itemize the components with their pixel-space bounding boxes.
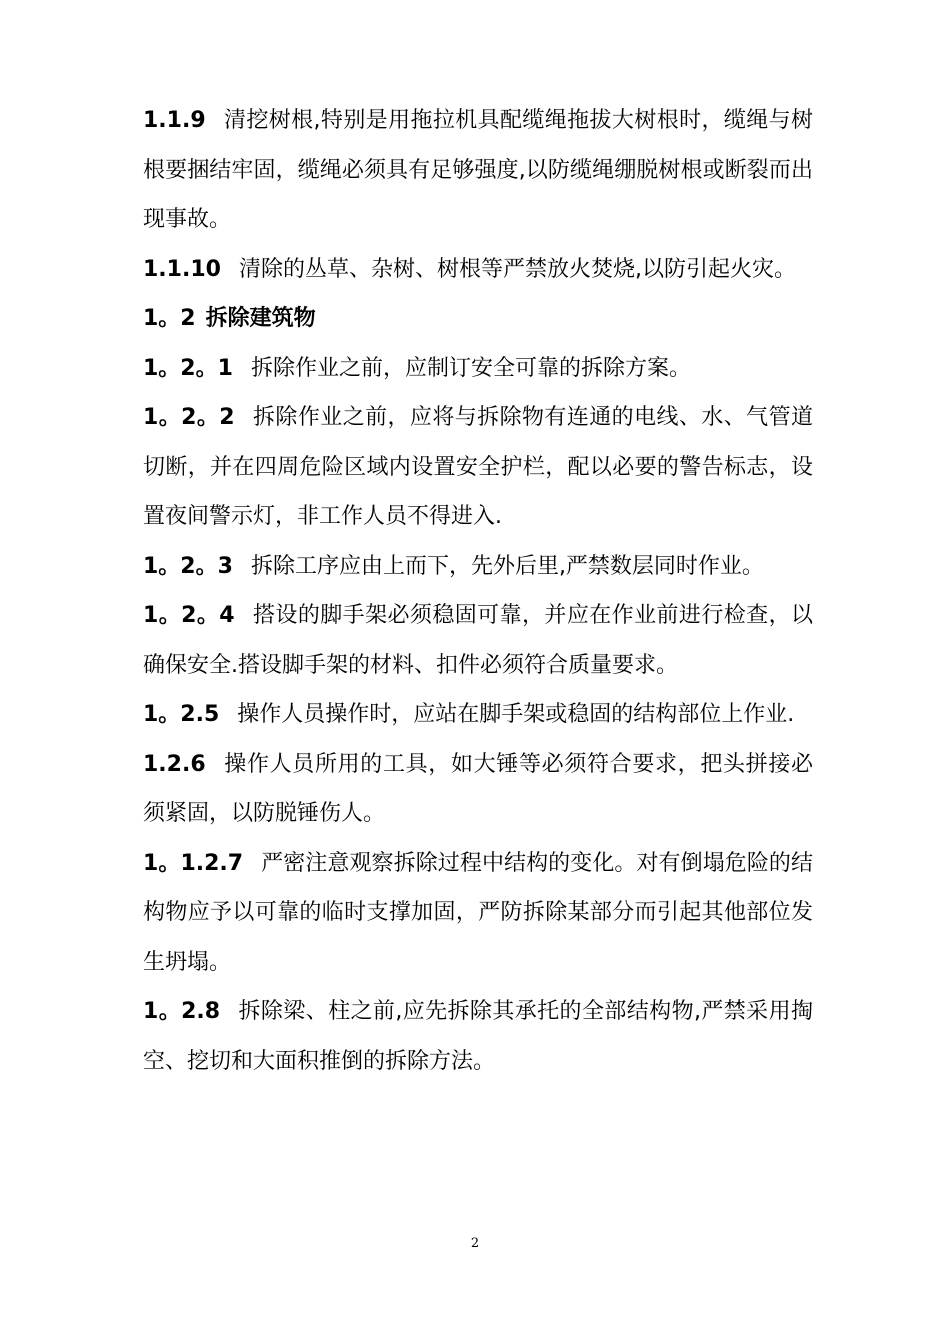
clause-number: 1.1.9 xyxy=(143,108,206,133)
clause-text: 操作人员操作时，应站在脚手架或稳固的结构部位上作业. xyxy=(237,702,795,727)
clause-number: 1。2.8 xyxy=(143,999,221,1024)
clause-number: 1。2。3 xyxy=(143,553,233,579)
clause-text: 操作人员所用的工具，如大锤等必须符合要求，把头拼接必须紧固，以防脱锤伤人。 xyxy=(143,751,813,826)
clause-number: 1。2。1 xyxy=(143,355,233,381)
clause-text: 拆除工序应由上而下，先外后里,严禁数层同时作业。 xyxy=(250,553,764,579)
section-number: 1。2 xyxy=(143,306,196,331)
paragraph-1-2-1 xyxy=(143,344,813,394)
clause-text: 严密注意观察拆除过程中结构的变化。对有倒塌危险的结构物应予以可靠的临时支撑加固，严防拆除某部分而引起其他部位发生坍塌。 xyxy=(143,850,813,975)
clause-text: 拆除梁、柱之前,应先拆除其承托的全部结构物,严禁采用掏空、挖切和大面积推倒的拆除方法。 xyxy=(143,999,813,1074)
page-number: 2 xyxy=(470,1236,480,1251)
paragraph-1-2-6 xyxy=(143,740,813,839)
clause-number: 1。2。2 xyxy=(143,405,235,430)
clause-text: 清除的丛草、杂树、树根等严禁放火焚烧,以防引起火灾。 xyxy=(238,256,796,282)
clause-number: 1。2。4 xyxy=(143,603,235,628)
paragraph-1-1-9 xyxy=(143,96,813,245)
paragraph-1-2-7 xyxy=(143,839,813,988)
paragraph-1-2-5 xyxy=(143,690,813,740)
paragraph-1-2-3 xyxy=(143,542,813,592)
section-heading xyxy=(143,294,813,344)
clause-number: 1。1.2.7 xyxy=(143,850,244,876)
section-title: 拆除建筑物 xyxy=(205,306,316,331)
clause-number: 1.1.10 xyxy=(143,256,221,282)
clause-text: 拆除作业之前，应制订安全可靠的拆除方案。 xyxy=(250,355,691,381)
paragraph-1-2-4 xyxy=(143,591,813,690)
clause-number: 1。2.5 xyxy=(143,702,220,727)
paragraph-1-1-10 xyxy=(143,245,813,295)
clause-text: 拆除作业之前，应将与拆除物有连通的电线、水、气管道切断，并在四周危险区域内设置安全护栏，配以必要的警告标志，设置夜间警示灯，非工作人员不得进入. xyxy=(143,405,813,529)
paragraph-1-2-2 xyxy=(143,393,813,542)
document-body xyxy=(143,96,813,1086)
clause-number: 1.2.6 xyxy=(143,751,206,777)
clause-text: 搭设的脚手架必须稳固可靠，并应在作业前进行检查，以确保安全.搭设脚手架的材料、扣件必须符合质量要求。 xyxy=(143,603,813,678)
paragraph-1-2-8 xyxy=(143,987,813,1086)
clause-text: 清挖树根,特别是用拖拉机具配缆绳拖拔大树根时，缆绳与树根要捆结牢固，缆绳必须具有足够强度,以防缆绳绷脱树根或断裂而出现事故。 xyxy=(143,108,813,232)
